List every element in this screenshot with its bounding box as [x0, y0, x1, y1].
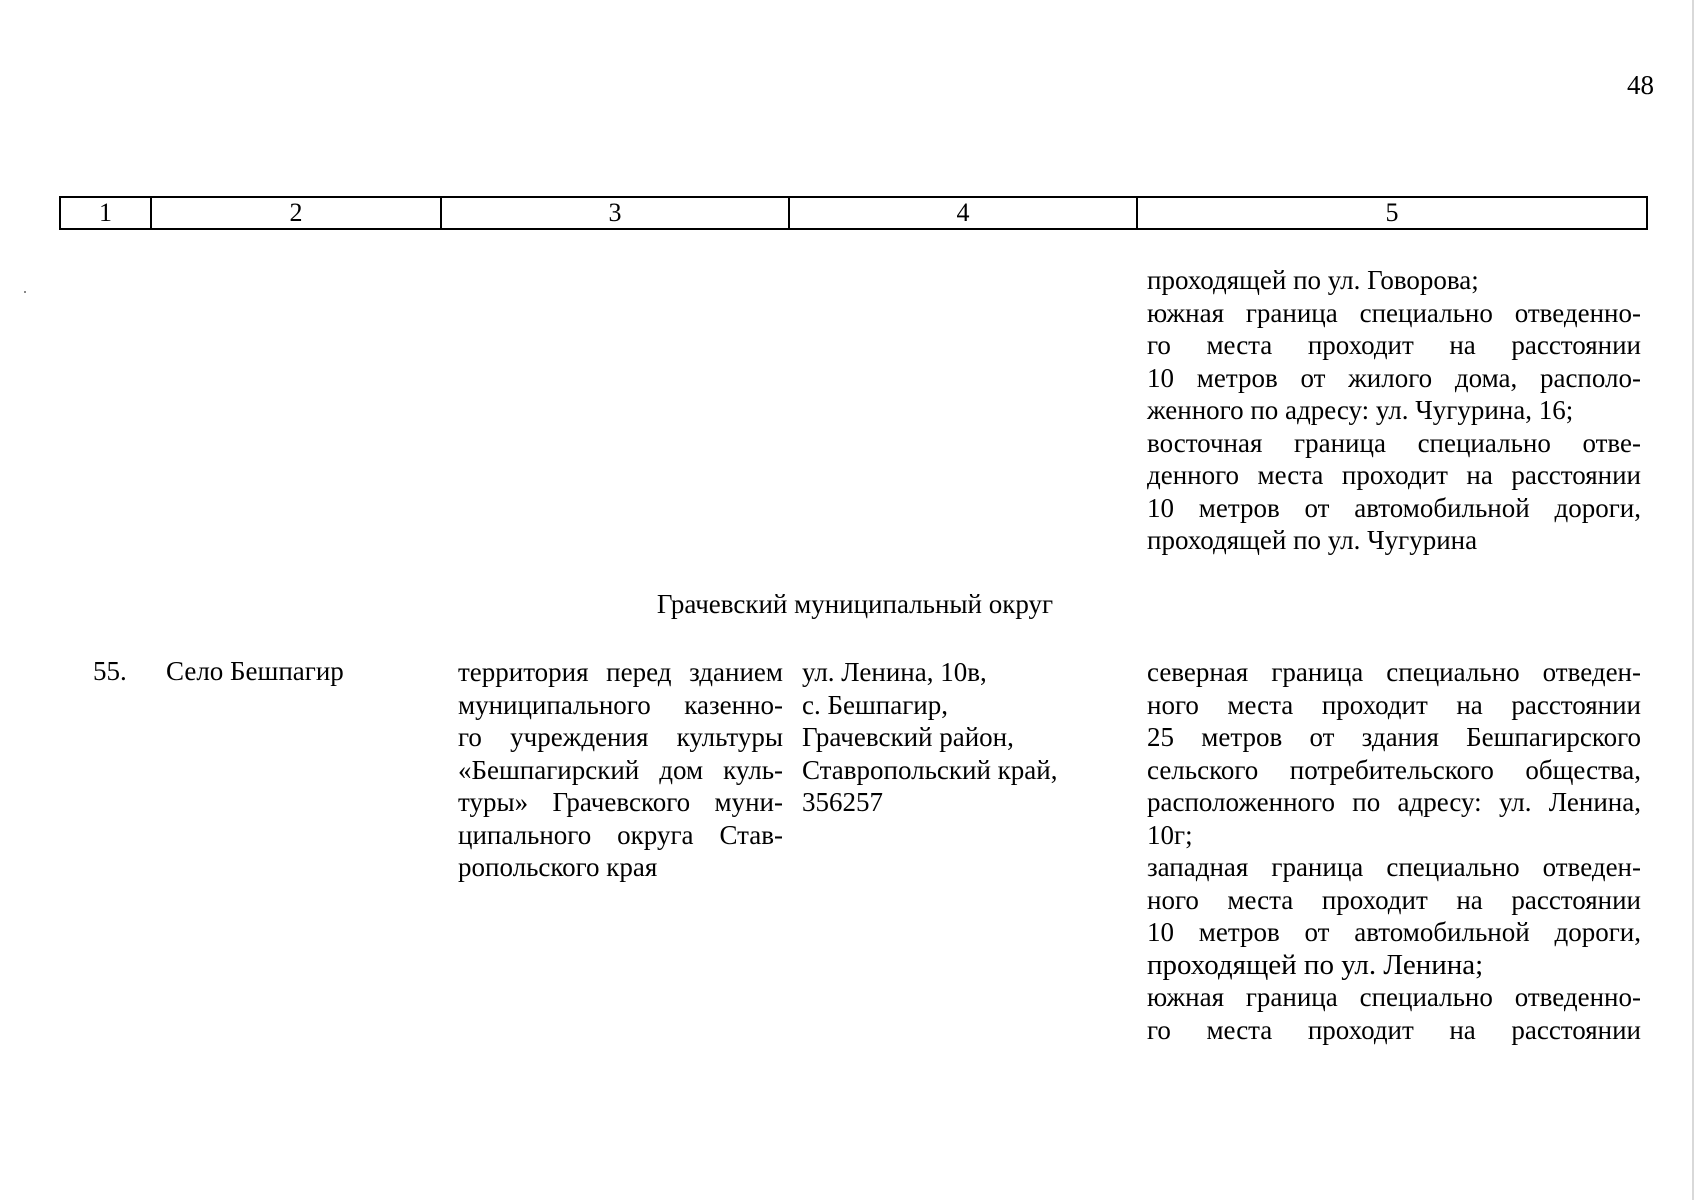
text-line: южная граница специально отведенно- — [1147, 297, 1641, 328]
text-line: ного места проходит на расстоянии — [1147, 689, 1641, 720]
text-line: 10 метров от автомобильной дороги, — [1147, 492, 1641, 523]
text-line: го места проходит на расстоянии — [1147, 330, 1641, 360]
text-line: 25 метров от здания Бешпагирского — [1147, 722, 1641, 752]
address — [802, 656, 1102, 819]
text-line: восточная граница специально отве- — [1147, 427, 1641, 458]
scan-artifact — [24, 291, 26, 293]
text-line: южная граница специально отведенно- — [1147, 982, 1641, 1012]
text-line: проходящей по ул. Говорова; — [1147, 265, 1479, 295]
settlement-name: Село Бешпагир — [166, 656, 344, 686]
text-line: «Бешпагирский дом куль- — [458, 754, 783, 785]
table-header-cell: 3 — [442, 198, 790, 228]
text-line: 10 метров от жилого дома, располо- — [1147, 362, 1641, 393]
text-line: 10 метров от автомобильной дороги, — [1147, 917, 1641, 947]
text-line: западная граница специально отведен- — [1147, 852, 1641, 882]
text-line: сельского потребительского общества, — [1147, 754, 1641, 785]
text-line: проходящей по ул. Чугурина — [1147, 525, 1478, 555]
text-line: ропольского края — [458, 852, 658, 882]
row-number: 55. — [93, 656, 127, 686]
text-line: территория перед зданием — [458, 657, 783, 687]
text-line: туры» Грачевского муни- — [458, 787, 783, 817]
text-line: проходящей по ул. Ленина; — [1147, 948, 1484, 981]
page-number: 48 — [1627, 70, 1654, 100]
text-line: с. Бешпагир, — [802, 689, 948, 720]
text-line: женного по адресу: ул. Чугурина, 16; — [1147, 395, 1574, 425]
table-header-row — [59, 196, 1648, 230]
text-line: денного места проходит на расстоянии — [1147, 460, 1641, 490]
text-line: ул. Ленина, 10в, — [802, 657, 987, 687]
text-line: ципального округа Став- — [458, 819, 783, 850]
text-line: муниципального казенно- — [458, 689, 783, 720]
text-line: Грачевский район, — [802, 722, 1014, 752]
table-header-cell: 2 — [152, 198, 442, 228]
table-header-cell: 5 — [1385, 198, 1399, 227]
territory-description — [458, 656, 783, 884]
text-line: 356257 — [802, 787, 883, 817]
text-line: го места проходит на расстоянии — [1147, 1014, 1641, 1045]
text-line: Ставропольский край, — [802, 754, 1058, 785]
text-line: 10г; — [1147, 819, 1193, 850]
section-heading: Грачевский муниципальный округ — [656, 589, 1054, 619]
text-line: северная граница специально отведен- — [1147, 657, 1641, 687]
table-header-cell: 4 — [790, 198, 1138, 228]
boundaries-description — [1147, 656, 1641, 1046]
text-line: го учреждения культуры — [458, 722, 783, 752]
text-line: ного места проходит на расстоянии — [1147, 884, 1641, 915]
table-header-cell: 1 — [61, 198, 152, 228]
continued-boundaries-text — [1147, 264, 1641, 557]
text-line: расположенного по адресу: ул. Ленина, — [1147, 787, 1641, 817]
